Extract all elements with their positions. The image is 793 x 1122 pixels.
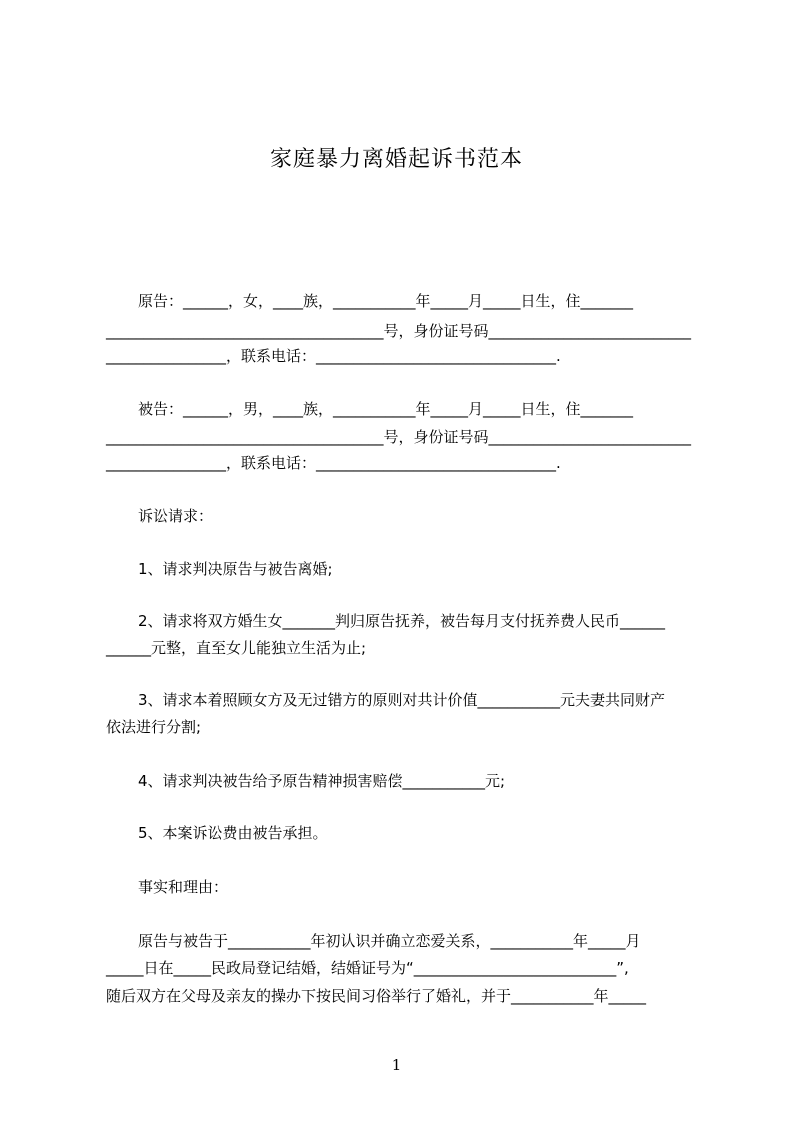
claims-heading: 诉讼请求：: [138, 507, 214, 525]
facts-line-1: 原告与被告于___________年初认识并确立恋爱关系，___________年_____月: [138, 932, 641, 950]
plaintiff-line-3: ________________，联系电话：________________________________.: [106, 347, 561, 365]
claim-3-line-2: 依法进行分割;: [106, 718, 202, 736]
claim-4: 4、请求判决被告给予原告精神损害赔偿___________元;: [138, 772, 506, 790]
claim-3-line-1: 3、请求本着照顾女方及无过错方的原则对共计价值___________元夫妻共同财产: [138, 691, 666, 709]
claim-1: 1、请求判决原告与被告离婚;: [138, 560, 333, 578]
defendant-line-2: _____________________________________号，身份证号码___________________________: [106, 428, 692, 446]
defendant-line-3: ________________，联系电话：________________________________.: [106, 454, 561, 472]
plaintiff-line-1: 原告：______，女，____族，___________年_____月_____日生，住_______: [138, 292, 634, 310]
facts-heading: 事实和理由：: [138, 878, 229, 896]
defendant-line-1: 被告：______，男，____族，___________年_____月_____日生，住_______: [138, 400, 634, 418]
claim-2-line-1: 2、请求将双方婚生女_______判归原告抚养，被告每月支付抚养费人民币______: [138, 612, 666, 630]
page-number: 1: [391, 1056, 402, 1074]
facts-line-2: _____日在_____民政局登记结婚，结婚证号为“___________________________”,: [106, 959, 629, 977]
plaintiff-line-2: _____________________________________号，身份证号码___________________________: [106, 322, 692, 340]
document-title: 家庭暴力离婚起诉书范本: [269, 147, 523, 172]
claim-5: 5、本案诉讼费由被告承担。: [138, 824, 328, 842]
facts-line-3: 随后双方在父母及亲友的操办下按民间习俗举行了婚礼，并于___________年_____: [106, 987, 647, 1005]
claim-2-line-2: ______元整，直至女儿能独立生活为止;: [106, 639, 367, 657]
